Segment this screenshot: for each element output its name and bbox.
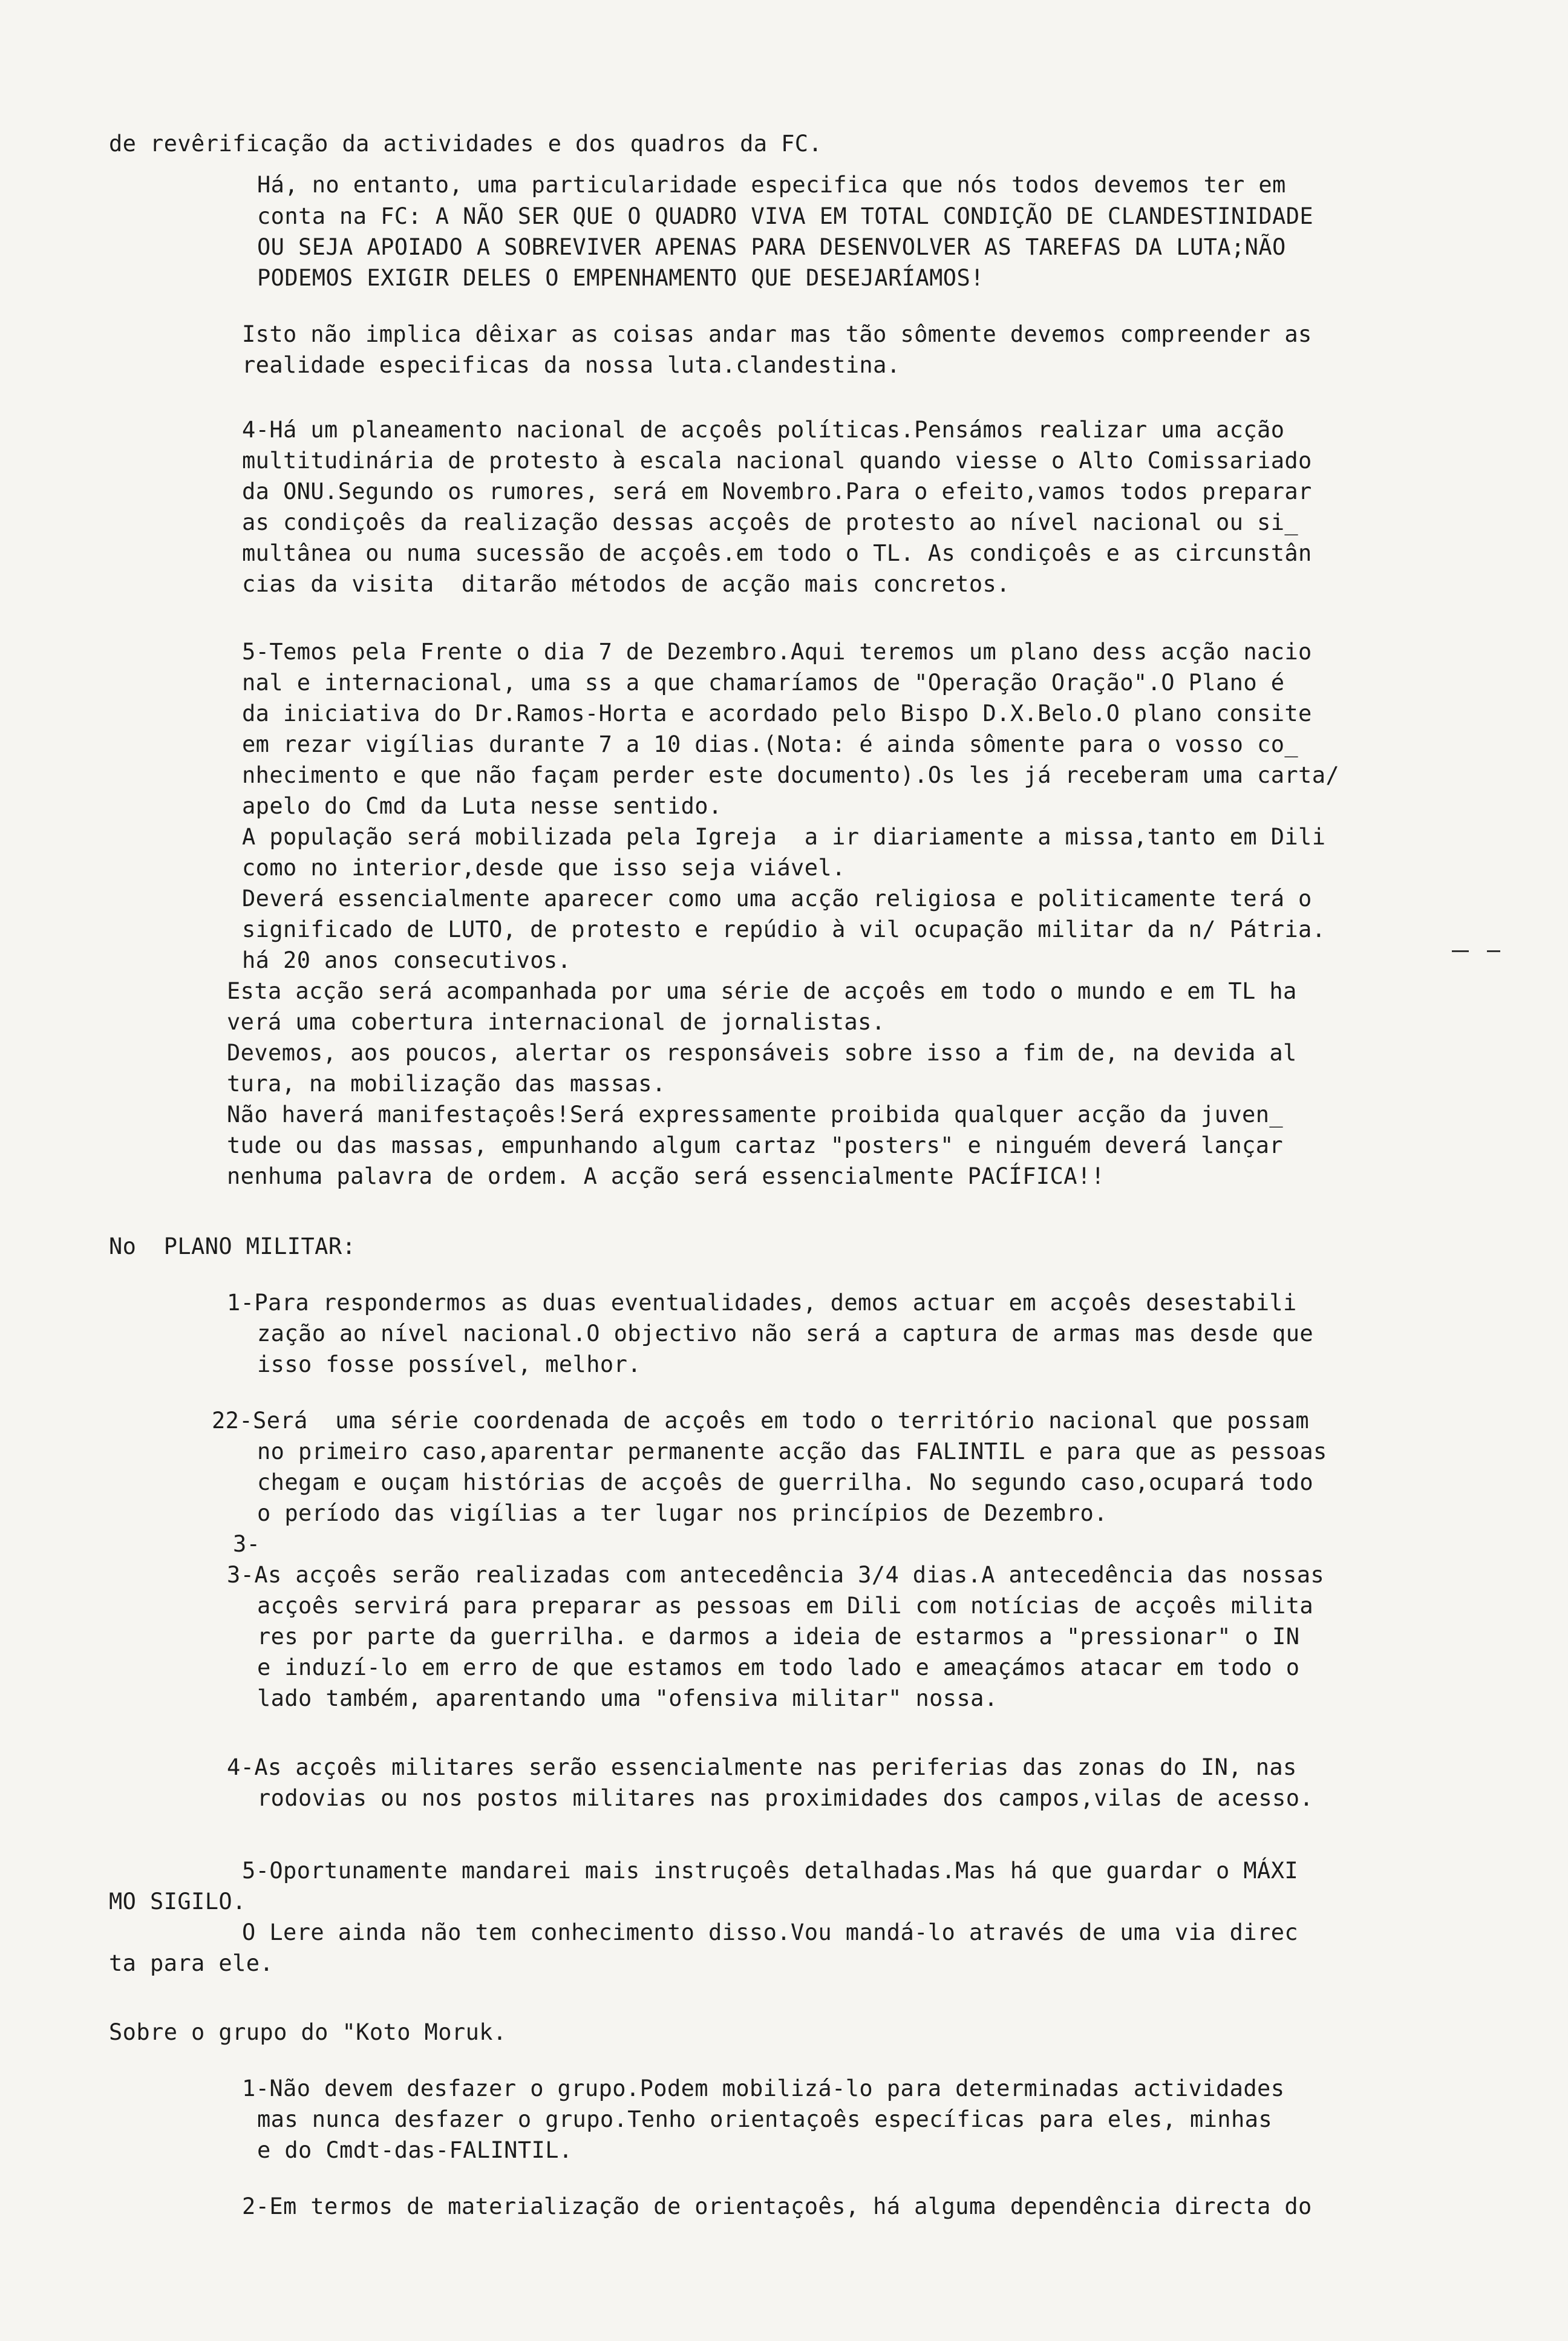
text-line: MO SIGILO.	[109, 1889, 246, 1915]
text-line: Deverá essencialmente aparecer como uma acção religiosa e politicamente terá o	[242, 886, 1312, 912]
text-line: res por parte da guerrilha. e darmos a ideia de estarmos a "pressionar" o IN	[257, 1624, 1300, 1650]
text-line: cias da visita ditarão métodos de acção mais concretos.	[242, 571, 1010, 597]
text-line: zação ao nível nacional.O objectivo não será a captura de armas mas desde que	[257, 1321, 1314, 1347]
text-line: nal e internacional, uma ss a que chamaríamos de "Operação Oração".O Plano é	[242, 670, 1285, 696]
margin-dash-mark	[1452, 950, 1469, 952]
text-line: realidade especificas da nossa luta.clandestina.	[242, 352, 901, 378]
text-line: tura, na mobilização das massas.	[227, 1071, 666, 1097]
text-line: de revêrificação da actividades e dos quadros da FC.	[109, 131, 823, 157]
text-line: multânea ou numa sucessão de acçoês.em todo o TL. As condiçoês e as circunstân	[242, 540, 1312, 566]
text-line: há 20 anos consecutivos.	[242, 947, 572, 973]
text-line: significado de LUTO, de protesto e repúdio à vil ocupação militar da n/ Pátria.	[242, 916, 1326, 942]
text-line: acçoês servirá para preparar as pessoas em Dili com notícias de acçoês milita	[257, 1593, 1314, 1619]
text-line: e induzí-lo em erro de que estamos em todo lado e ameaçámos atacar em todo o	[257, 1654, 1300, 1680]
text-line: 5-Oportunamente mandarei mais instruçoês detalhadas.Mas há que guardar o MÁXI	[242, 1858, 1299, 1884]
text-line: 5-Temos pela Frente o dia 7 de Dezembro.Aqui teremos um plano dess acção nacio	[242, 639, 1312, 665]
text-line: O Lere ainda não tem conhecimento disso.Vou mandá-lo através de uma via direc	[242, 1919, 1299, 1945]
margin-dash-mark-2	[1487, 950, 1500, 952]
text-line: como no interior,desde que isso seja viável.	[242, 855, 846, 881]
text-line: 1-Não devem desfazer o grupo.Podem mobilizá-lo para determinadas actividades	[242, 2075, 1285, 2101]
text-line: e do Cmdt-das-FALINTIL.	[257, 2137, 573, 2163]
text-line: nenhuma palavra de ordem. A acção será essencialmente PACÍFICA!!	[227, 1163, 1105, 1189]
text-line: Devemos, aos poucos, alertar os responsáveis sobre isso a fim de, na devida al	[227, 1040, 1297, 1066]
text-line: apelo do Cmd da Luta nesse sentido.	[242, 793, 722, 819]
text-line: as condiçoês da realização dessas acçoês de protesto ao nível nacional ou si_	[242, 509, 1299, 535]
text-line: OU SEJA APOIADO A SOBREVIVER APENAS PARA DESENVOLVER AS TAREFAS DA LUTA;NÃO	[257, 234, 1286, 260]
text-line: mas nunca desfazer o grupo.Tenho orientaçoês específicas para eles, minhas	[257, 2106, 1273, 2132]
text-line: tude ou das massas, empunhando algum cartaz "posters" e ninguém deverá lançar	[227, 1132, 1284, 1158]
text-line: No PLANO MILITAR:	[109, 1233, 356, 1259]
text-line: da ONU.Segundo os rumores, será em Novembro.Para o efeito,vamos todos preparar	[242, 478, 1312, 504]
text-line: da iniciativa do Dr.Ramos-Horta e acordado pelo Bispo D.X.Belo.O plano consite	[242, 700, 1312, 726]
text-line: ta para ele.	[109, 1950, 274, 1976]
text-line: no primeiro caso,aparentar permanente acção das FALINTIL e para que as pessoas	[257, 1438, 1327, 1464]
text-line: A população será mobilizada pela Igreja a ir diariamente a missa,tanto em Dili	[242, 824, 1326, 850]
text-line: o período das vigílias a ter lugar nos princípios de Dezembro.	[257, 1500, 1108, 1526]
text-line: verá uma cobertura internacional de jornalistas.	[227, 1009, 886, 1035]
text-line: 3-	[233, 1531, 261, 1557]
text-line: 22-Será uma série coordenada de acçoês em todo o território nacional que possam	[212, 1408, 1310, 1434]
text-line: Esta acção será acompanhada por uma série de acçoês em todo o mundo e em TL ha	[227, 978, 1297, 1004]
text-line: Isto não implica dêixar as coisas andar mas tão sômente devemos compreender as	[242, 321, 1312, 347]
text-line: conta na FC: A NÃO SER QUE O QUADRO VIVA EM TOTAL CONDIÇÃO DE CLANDESTINIDADE	[257, 203, 1314, 229]
text-line: 4-As acçoês militares serão essencialmente nas periferias das zonas do IN, nas	[227, 1754, 1297, 1780]
text-line: Há, no entanto, uma particularidade especifica que nós todos devemos ter em	[257, 172, 1286, 198]
text-line: chegam e ouçam histórias de acçoês de guerrilha. No segundo caso,ocupará todo	[257, 1469, 1314, 1495]
text-line: lado também, aparentando uma "ofensiva militar" nossa.	[257, 1685, 998, 1711]
text-line: 1-Para respondermos as duas eventualidades, demos actuar em acçoês desestabili	[227, 1290, 1297, 1316]
text-line: nhecimento e que não façam perder este documento).Os les já receberam uma carta/	[242, 762, 1340, 788]
text-line: isso fosse possível, melhor.	[257, 1351, 641, 1377]
text-line: PODEMOS EXIGIR DELES O EMPENHAMENTO QUE DESEJARÍAMOS!	[257, 265, 984, 291]
text-line: 2-Em termos de materialização de orientaçoês, há alguma dependência directa do	[242, 2193, 1312, 2219]
text-line: 4-Há um planeamento nacional de acçoês políticas.Pensámos realizar uma acção	[242, 417, 1285, 443]
text-line: multitudinária de protesto à escala nacional quando viesse o Alto Comissariado	[242, 448, 1312, 474]
text-line: Sobre o grupo do "Koto Moruk.	[109, 2019, 507, 2045]
text-line: 3-As acçoês serão realizadas com antecedência 3/4 dias.A antecedência das nossas	[227, 1562, 1325, 1588]
text-line: em rezar vigílias durante 7 a 10 dias.(Nota: é ainda sômente para o vosso co_	[242, 731, 1299, 757]
text-line: Não haverá manifestaçoês!Será expressamente proibida qualquer acção da juven_	[227, 1102, 1284, 1128]
text-line: rodovias ou nos postos militares nas proximidades dos campos,vilas de acesso.	[257, 1785, 1314, 1811]
